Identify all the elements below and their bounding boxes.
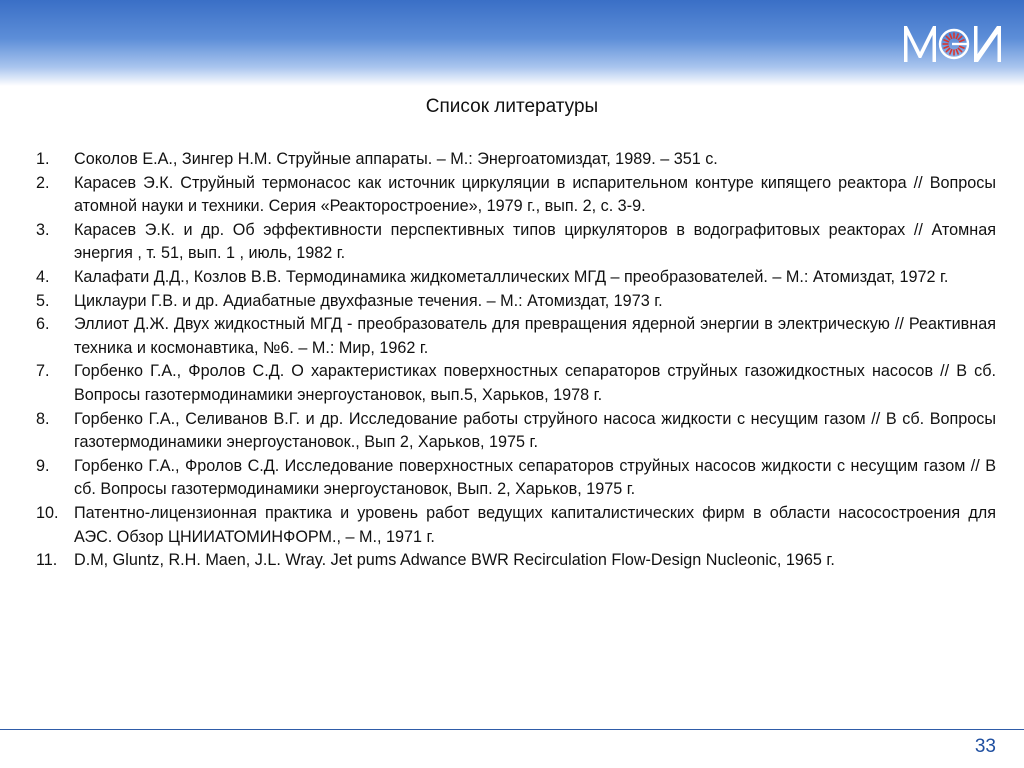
list-item-number: 1. xyxy=(36,150,50,168)
list-item-text: Горбенко Г.А., Селиванов В.Г. и др. Исследование работы струйного насоса жидкости с несущим газом // В сб. Вопросы газотермодинамики энергоустановок., Вып 2, Харьков, 1975 г. xyxy=(74,409,996,452)
list-item-number: 8. xyxy=(36,409,50,428)
list-item-number: 6. xyxy=(36,315,50,334)
list-item xyxy=(36,219,996,266)
list-item xyxy=(36,549,996,573)
reference-list xyxy=(36,148,996,573)
list-item-text: Карасев Э.К. и др. Об эффективности перспективных типов циркуляторов в водографитовых реакторах // Атомная энергия , т. 51, вып. 1 , июль, 1982 г. xyxy=(74,220,996,263)
list-item-text: Патентно-лицензионная практика и уровень работ ведущих капиталистических фирм в области насосостроения для АЭС. Обзор ЦНИИАТОМИНФОРМ., – М., 1971 г. xyxy=(74,503,996,546)
list-item xyxy=(36,172,996,219)
list-item xyxy=(36,360,996,407)
list-item-text: Калафати Д.Д., Козлов В.В. Термодинамика жидкометаллических МГД – преобразователей. – М.: Атомиздат, 1972 г. xyxy=(74,267,949,286)
list-item-text: Горбенко Г.А., Фролов С.Д. О характеристиках поверхностных сепараторов струйных газожидкостных насосов // В сб. Вопросы газотермодинамики энергоустановок, вып.5, Харьков, 1978 г. xyxy=(74,362,996,404)
page-number: 33 xyxy=(974,736,996,757)
list-item xyxy=(36,502,996,549)
list-item-text: D.M, Gluntz, R.H. Maen, J.L. Wray. Jet pums Adwance BWR Recirculation Flow-Design Nucleonic, 1965 г. xyxy=(74,551,835,570)
list-item xyxy=(36,313,996,360)
list-item xyxy=(36,266,996,290)
list-item-text: Соколов Е.А., Зингер Н.М. Струйные аппараты. – М.: Энергоатомиздат, 1989. – 351 с. xyxy=(74,150,718,168)
list-item-number: 3. xyxy=(36,220,50,239)
page-title: Список литературы xyxy=(425,96,599,117)
list-item-number: 11. xyxy=(36,551,58,570)
header-band xyxy=(0,0,1024,86)
list-item-number: 2. xyxy=(36,173,50,192)
list-item-text: Карасев Э.К. Струйный термонасос как источник циркуляции в испарительном контуре кипящего реактора // Вопросы атомной науки и техники. Серия «Реакторостроение», 1979 г., вып. 2, с. 3-9. xyxy=(74,173,996,216)
list-item-text: Горбенко Г.А., Фролов С.Д. Исследование поверхностных сепараторов струйных насосов жидкости с несущим газом // В сб. Вопросы газотермодинамики энергоустановок, Вып. 2, Харьков, 1975 г. xyxy=(74,456,996,499)
list-item xyxy=(36,408,996,455)
list-item-number: 10. xyxy=(36,503,59,522)
list-item xyxy=(36,290,996,314)
list-item-number: 5. xyxy=(36,291,50,310)
list-item xyxy=(36,455,996,502)
footer-divider xyxy=(0,729,1024,730)
list-item-text: Циклаури Г.В. и др. Адиабатные двухфазные течения. – М.: Атомиздат, 1973 г. xyxy=(74,291,663,310)
list-item-number: 4. xyxy=(36,267,50,286)
list-item-text: Эллиот Д.Ж. Двух жидкостный МГД - преобразователь для превращения ядерной энергии в электрическую // Реактивная техника и космонавтика, №6. – М.: Мир, 1962 г. xyxy=(74,315,996,357)
list-item xyxy=(36,148,996,172)
list-item-number: 9. xyxy=(36,456,50,475)
mei-logo xyxy=(898,18,1008,68)
list-item-number: 7. xyxy=(36,362,50,381)
